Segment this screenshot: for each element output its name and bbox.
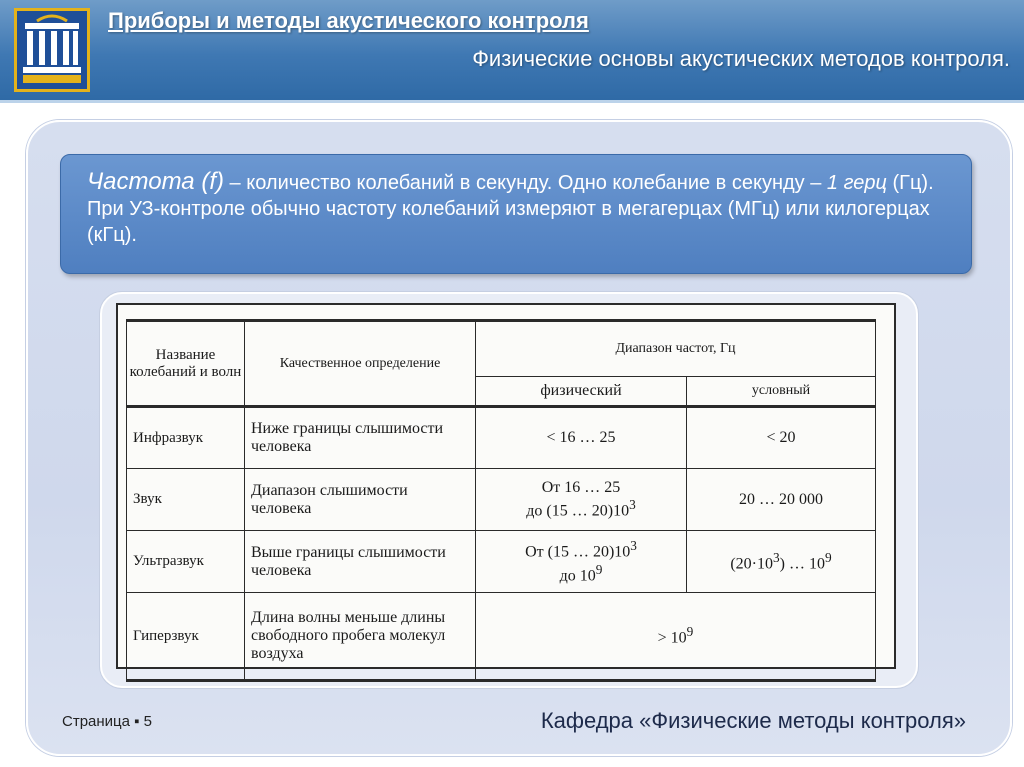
definition-open: ( — [194, 168, 210, 195]
header-name: Название колебаний и волн — [127, 321, 245, 407]
cell-conv-a-base: (20·10 — [730, 555, 773, 573]
definition-symbol: f — [209, 168, 216, 195]
cell-physical-line-a: От 16 … 25 — [541, 478, 621, 496]
definition-close: ) — [216, 168, 224, 195]
header-bar — [0, 0, 1024, 103]
frequency-table-frame — [116, 303, 896, 669]
cell-physical-b-exp: 9 — [595, 561, 603, 577]
cell-conventional: 20 … 20 000 — [687, 469, 876, 531]
cell-definition: Ниже границы слышимости человека — [245, 407, 476, 469]
table-row — [127, 407, 876, 469]
cell-definition: Длина волны меньше длины свободного пробега молекул воздуха — [245, 593, 476, 681]
cell-name: Звук — [127, 469, 245, 531]
definition-text-2: (Гц). При УЗ-контроле обычно частоту колебаний измеряют в мегагерцах (МГц) или килогерцах (кГц). — [87, 172, 934, 246]
cell-conv-b-exp: 9 — [824, 549, 832, 565]
cell-physical: < 16 … 25 — [476, 407, 687, 469]
cell-definition: Диапазон слышимости человека — [245, 469, 476, 531]
cell-definition: Выше границы слышимости человека — [245, 531, 476, 593]
cell-physical — [476, 469, 687, 531]
definition-unit: 1 герц — [826, 172, 887, 194]
cell-physical-line-b — [477, 562, 685, 585]
cell-conv-a-exp: 3 — [772, 549, 780, 565]
cell-physical-b-base: до 10 — [559, 566, 596, 584]
frequency-table — [126, 319, 876, 682]
cell-physical-line-a — [477, 538, 685, 561]
cell-merged-range — [476, 593, 876, 681]
cell-merged-base: > 10 — [657, 629, 687, 647]
page-number-value: 5 — [143, 713, 152, 730]
cell-conventional: < 20 — [687, 407, 876, 469]
page-subtitle: Физические основы акустических методов контроля. — [472, 46, 1010, 71]
cell-merged-exp: 9 — [686, 624, 694, 640]
cell-conv-b-base: ) … 10 — [779, 555, 825, 573]
definition-text-1: – количество колебаний в секунду. Одно колебание в секунду – — [224, 172, 827, 194]
header-physical: физический — [476, 377, 687, 407]
cell-physical-a-exp: 3 — [630, 538, 637, 554]
definition-term: Частота — [87, 168, 195, 195]
university-logo-icon — [14, 8, 90, 92]
table-row — [127, 469, 876, 531]
header-range: Диапазон частот, Гц — [476, 321, 876, 377]
department-name: Кафедра «Физические методы контроля» — [540, 708, 966, 733]
cell-conventional — [687, 531, 876, 593]
header-conventional: условный — [687, 377, 876, 407]
table-row — [127, 593, 876, 681]
definition-box — [60, 154, 972, 274]
cell-physical-a-base: От (15 … 20)10 — [525, 543, 631, 561]
cell-physical-b-base: до (15 … 20)10 — [526, 502, 630, 520]
page-title: Приборы и методы акустического контроля — [108, 8, 589, 33]
cell-physical — [476, 531, 687, 593]
table-row — [127, 531, 876, 593]
page-number — [62, 713, 152, 730]
page-bullet: ▪ — [134, 713, 140, 730]
cell-name: Инфразвук — [127, 407, 245, 469]
cell-name: Гиперзвук — [127, 593, 245, 681]
cell-physical-b-exp: 3 — [629, 496, 636, 512]
cell-name: Ультразвук — [127, 531, 245, 593]
header-definition: Качественное определение — [245, 321, 476, 407]
page-label: Страница — [62, 713, 130, 730]
cell-physical-line-b — [477, 497, 685, 520]
